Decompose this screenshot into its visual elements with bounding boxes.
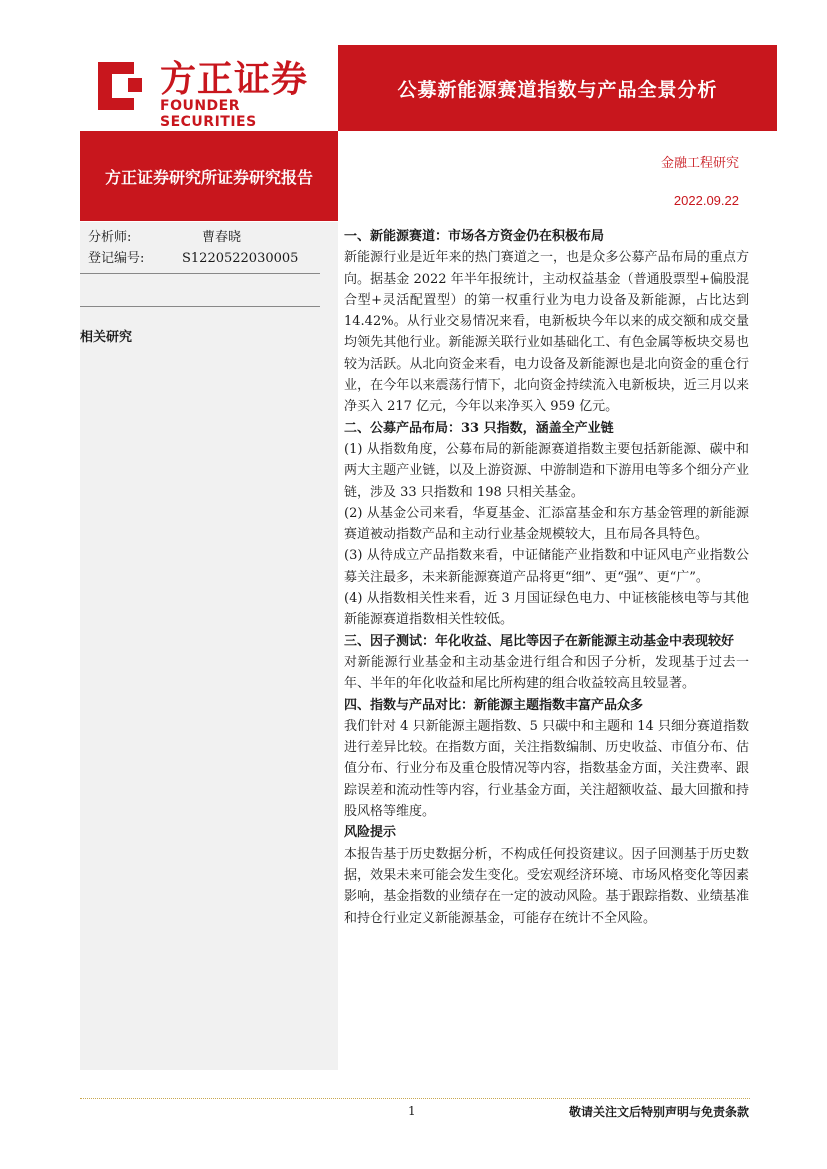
analyst-label: 分析师: xyxy=(88,230,132,245)
section-3-text: 对新能源行业基金和主动基金进行组合和因子分析，发现基于过去一年、半年的年化收益和尾比所构建的组合收益较高且较显著。 xyxy=(344,654,749,692)
analyst-row xyxy=(88,228,241,248)
registration-number: S1220522030005 xyxy=(182,251,299,266)
analyst-name: 曹春晓 xyxy=(202,230,242,245)
section-2-point-1: (1) 从指数角度，公募布局的新能源赛道指数主要包括新能源、碳中和两大主题产业链，以及上游资源、中游制造和下游用电等多个细分产业链，涉及 33 只指数和 198 只相关基金。 xyxy=(344,441,749,500)
registration-row xyxy=(88,249,298,269)
page-number: 1 xyxy=(408,1104,416,1118)
sidebar-panel xyxy=(80,222,338,1070)
risk-heading: 风险提示 xyxy=(344,825,397,841)
section-4-text: 我们针对 4 只新能源主题指数、5 只碳中和主题和 14 只细分赛道指数进行差异比较。在指数方面，关注指数编制、历史收益、市值分布、估值分布、行业分布及重仓股情况等内容，指数基金方面，关注费率、跟踪误差和流动性等内容，行业基金方面，关注超额收益、最大回撤和持股风格等维度。 xyxy=(344,718,749,820)
risk-text: 本报告基于历史数据分析，不构成任何投资建议。因子回测基于历史数据，效果未来可能会发生变化。受宏观经济环境、市场风格变化等因素影响，基金指数的业绩存在一定的波动风险。基于跟踪指数、业绩基准和持仓行业定义新能源基金，可能存在统计不全风险。 xyxy=(344,846,749,926)
report-category: 金融工程研究 xyxy=(660,156,739,171)
logo-english-text: FOUNDER SECURITIES xyxy=(160,98,257,130)
section-3-heading: 三、因子测试：年化收益、尾比等因子在新能源主动基金中表现较好 xyxy=(344,633,735,649)
section-4-heading: 四、指数与产品对比：新能源主题指数丰富产品众多 xyxy=(344,697,644,713)
logo-chinese-text: 方正证券 xyxy=(160,59,309,100)
sidebar-divider xyxy=(80,306,320,307)
section-2-point-2: (2) 从基金公司来看，华夏基金、汇添富基金和东方基金管理的新能源赛道被动指数产品和主动行业基金规模较大，且布局各具特色。 xyxy=(344,505,749,543)
report-type-banner: 方正证券研究所证券研究报告 xyxy=(80,131,338,221)
report-title: 公募新能源赛道指数与产品全景分析 xyxy=(338,45,777,131)
section-2-point-3: (3) 从待成立产品指数来看，中证储能产业指数和中证风电产业指数公募关注最多，未来新能源赛道产品将更“细”、更“强”、更“广”。 xyxy=(344,548,749,585)
registration-label: 登记编号: xyxy=(88,251,145,266)
section-1-heading: 一、新能源赛道：市场各方资金仍在积极布局 xyxy=(344,229,605,244)
sidebar-divider xyxy=(80,273,320,274)
section-2-point-4: (4) 从指数相关性来看，近 3 月国证绿色电力、中证核能核电等与其他新能源赛道指数相关性较低。 xyxy=(344,591,749,628)
footer-divider xyxy=(80,1098,750,1099)
section-1-text: 新能源行业是近年来的热门赛道之一，也是众多公募产品布局的重点方向。据基金 2022 年半年报统计，主动权益基金（普通股票型+偏股混合型+灵活配置型）的第一权重行业为电力设备及新能源，占比达到 14.42%。从行业交易情况来看，电新板块今年以来的成交额和成交量均领先其他行业。新能源关联行业如基础化工、有色金属等板块交易也较为活跃。从北向资金来看，电力设备及新能源也是北向资金的重仓行业，在今年以来震荡行情下，北向资金持续流入电新板块，近三月以来净买入 217 亿元，今年以来净买入 959 亿元。 xyxy=(344,250,749,415)
founder-logo-icon xyxy=(94,58,150,114)
related-research-heading: 相关研究 xyxy=(80,330,133,345)
report-date: 2022.09.22 xyxy=(673,193,739,208)
disclaimer-note: 敬请关注文后特别声明与免责条款 xyxy=(568,1105,749,1119)
section-2-heading: 二、公募产品布局：33 只指数，涵盖全产业链 xyxy=(344,420,614,436)
report-summary xyxy=(344,226,749,929)
company-logo xyxy=(94,58,324,130)
